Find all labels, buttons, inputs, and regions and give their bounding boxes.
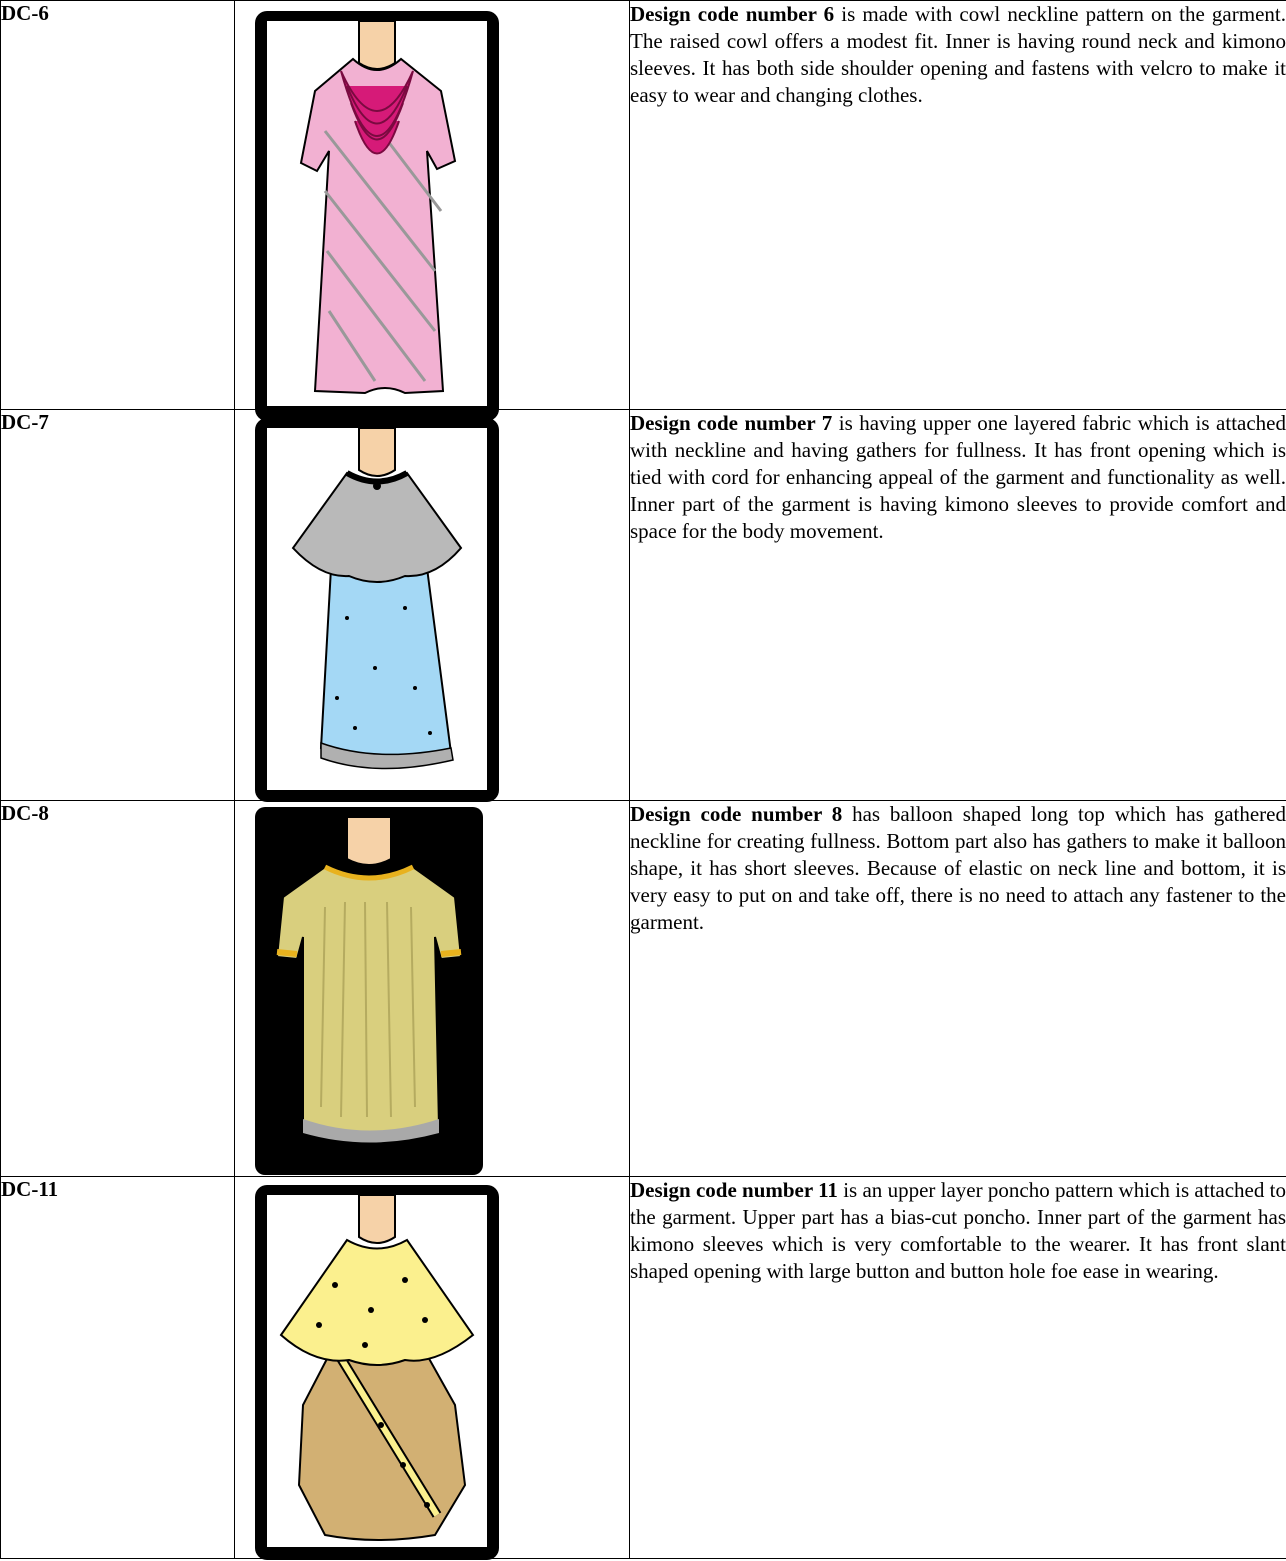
- design-lead: Design code number 8: [630, 802, 843, 826]
- garment-illustration-dc6: [255, 11, 499, 421]
- design-description: [630, 1, 1286, 410]
- table-row: [1, 1, 1286, 410]
- design-code: DC-11: [1, 1177, 235, 1559]
- table-row: [1, 1177, 1286, 1559]
- table-row: [1, 410, 1286, 801]
- garment-illustration-dc7: [255, 418, 499, 802]
- design-code: DC-8: [1, 801, 235, 1177]
- garment-illustration-cell: [235, 410, 630, 801]
- garment-illustration-dc8: [255, 807, 499, 1175]
- design-description: [630, 1177, 1286, 1559]
- design-code: DC-6: [1, 1, 235, 410]
- garment-illustration-cell: [235, 801, 630, 1177]
- design-code: DC-7: [1, 410, 235, 801]
- design-text: is having upper one layered fabric which is attached with neckline and having gathers for fullness. It has front opening which is tied with cord for enhancing appeal of the garment and functionality as well. Inner part of the garment is having kimono sleeves to provide comfort and space for the body movement.: [630, 411, 1286, 543]
- garment-illustration-cell: [235, 1, 630, 410]
- garment-illustration-dc11: [255, 1185, 499, 1560]
- table-row: [1, 801, 1286, 1177]
- design-lead: Design code number 7: [630, 411, 833, 435]
- design-text: is an upper layer poncho pattern which is attached to the garment. Upper part has a bias-cut poncho. Inner part of the garment has kimono sleeves which is very comfortable to the wearer. It has front slant shaped opening with large button and button hole foe ease in wearing.: [630, 1178, 1286, 1283]
- design-text: is made with cowl neckline pattern on the garment. The raised cowl offers a modest fit. Inner is having round neck and kimono sleeves. It has both side shoulder opening and fastens with velcro to make it easy to wear and changing clothes.: [630, 2, 1286, 107]
- design-lead: Design code number 11: [630, 1178, 838, 1202]
- design-lead: Design code number 6: [630, 2, 835, 26]
- design-text: has balloon shaped long top which has gathered neckline for creating fullness. Bottom part also has gathers to make it balloon shape, it has short sleeves. Because of elastic on neck line and bottom, it is very easy to put on and take off, there is no need to attach any fastener to the garment.: [630, 802, 1286, 934]
- design-description: [630, 801, 1286, 1177]
- garment-illustration-cell: [235, 1177, 630, 1559]
- design-description: [630, 410, 1286, 801]
